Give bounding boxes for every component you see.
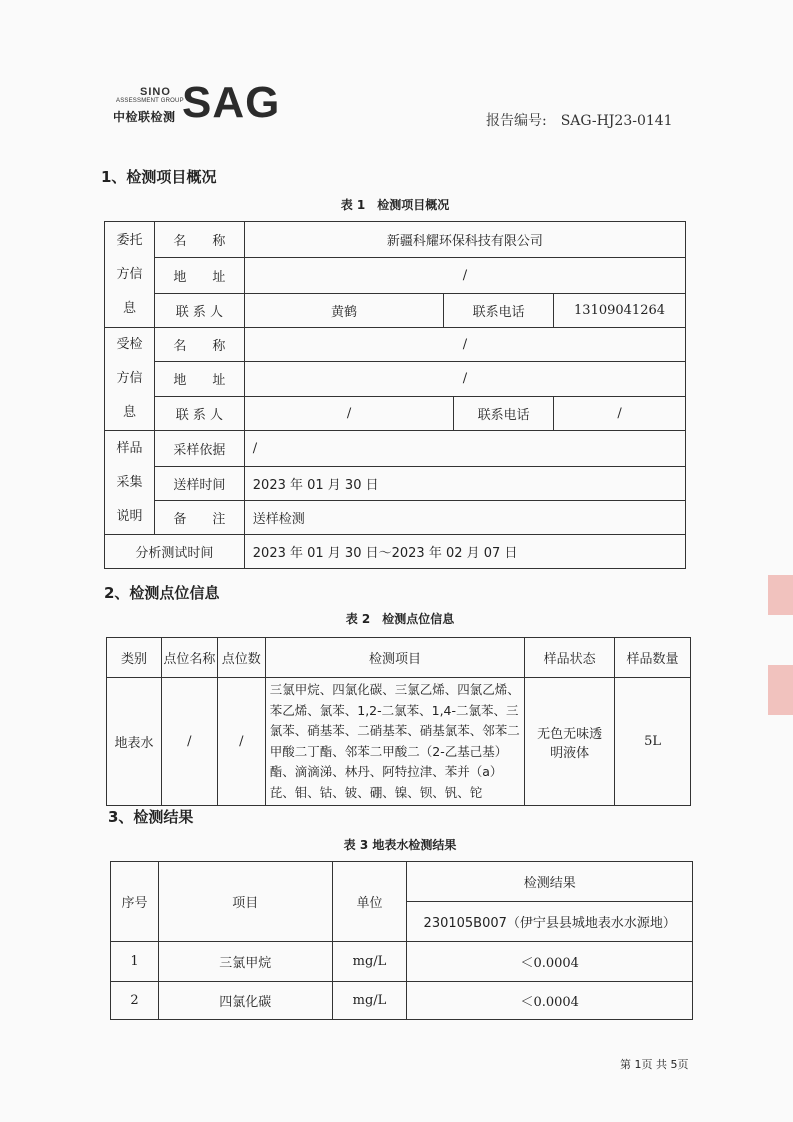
- client-name-value: 新疆科耀环保科技有限公司: [244, 222, 685, 258]
- page-number: 第 1页 共 5页: [620, 1058, 689, 1071]
- row-point-count: /: [217, 678, 265, 806]
- logo-sag-text: SAG: [182, 78, 281, 127]
- client-name-label: 名 称: [154, 222, 244, 258]
- row-test-items: 三氯甲烷、四氯化碳、三氯乙烯、四氯乙烯、苯乙烯、氯苯、1,2-二氯苯、1,4-二氯苯、三氯苯、硝基苯、二硝基苯、硝基氯苯、邻苯二甲酸二丁酯、邻苯二甲酸二（2-乙基己基）酯、滴滴涕、林丹、阿特拉津、苯并（a）芘、钼、钴、铍、硼、镍、钡、钒、铊: [265, 678, 525, 806]
- header-sample-id: 230105B007（伊宁县县城地表水水源地）: [407, 902, 693, 942]
- header-no: 序号: [111, 862, 159, 942]
- table2-caption: 表 2 检测点位信息: [345, 612, 455, 626]
- inspected-contact-label: 联 系 人: [154, 396, 244, 430]
- analysis-time-label: 分析测试时间: [105, 535, 245, 569]
- client-address-label: 地 址: [154, 258, 244, 294]
- report-number-label: 报告编号:: [486, 113, 547, 129]
- table1-caption: 表 1 检测项目概况: [340, 198, 450, 212]
- seal-stamp-fragment: [768, 575, 793, 615]
- header-point-name: 点位名称: [161, 638, 217, 678]
- inspected-address-value: /: [244, 362, 685, 396]
- inspected-name-value: /: [244, 328, 685, 362]
- delivery-time-value: 2023 年 01 月 30 日: [244, 467, 685, 501]
- seal-stamp-fragment: [768, 665, 793, 715]
- client-contact-label: 联 系 人: [154, 294, 244, 328]
- table-row: 1 三氯甲烷 mg/L ＜0.0004: [111, 942, 693, 982]
- client-phone-label: 联系电话: [444, 294, 554, 328]
- client-group-label: 委托 方信 息: [105, 222, 155, 328]
- header-item: 项目: [158, 862, 332, 942]
- header-test-items: 检测项目: [265, 638, 525, 678]
- header-sample-quantity: 样品数量: [615, 638, 691, 678]
- logo-sino-text: SINO: [140, 86, 171, 98]
- table1-overview: [104, 221, 686, 569]
- section3-title: 3、检测结果: [108, 808, 194, 826]
- section1-title: 1、检测项目概况: [101, 168, 217, 186]
- analysis-time-value: 2023 年 01 月 30 日～2023 年 02 月 07 日: [244, 535, 685, 569]
- client-contact-value: 黄鹤: [244, 294, 444, 328]
- inspected-group-label: 受检 方信 息: [105, 328, 155, 431]
- header-unit: 单位: [332, 862, 407, 942]
- sampling-basis-value: /: [244, 431, 685, 467]
- row-sample-quantity: 5L: [615, 678, 691, 806]
- note-label: 备 注: [154, 501, 244, 535]
- inspected-name-label: 名 称: [154, 328, 244, 362]
- sampling-group-label: 样品 采集 说明: [105, 431, 155, 535]
- note-value: 送样检测: [244, 501, 685, 535]
- header-result: 检测结果: [407, 862, 693, 902]
- report-number: [486, 110, 673, 130]
- inspected-phone-value: /: [554, 396, 686, 430]
- header-sample-state: 样品状态: [525, 638, 615, 678]
- table3-results: [110, 861, 693, 1020]
- logo-cn-text: 中检联检测: [113, 110, 176, 124]
- header-point-count: 点位数: [217, 638, 265, 678]
- inspected-contact-value: /: [244, 396, 454, 430]
- delivery-time-label: 送样时间: [154, 467, 244, 501]
- header-category: 类别: [107, 638, 162, 678]
- report-number-value: SAG-HJ23-0141: [560, 113, 673, 129]
- logo-group-text: ASSESSMENT GROUP: [116, 98, 184, 104]
- inspected-address-label: 地 址: [154, 362, 244, 396]
- row-sample-state: 无色无味透明液体: [525, 678, 615, 806]
- client-address-value: /: [244, 258, 685, 294]
- row-category: 地表水: [107, 678, 162, 806]
- table-row: 2 四氯化碳 mg/L ＜0.0004: [111, 982, 693, 1020]
- section2-title: 2、检测点位信息: [104, 584, 220, 602]
- inspected-phone-label: 联系电话: [454, 396, 554, 430]
- row-point-name: /: [161, 678, 217, 806]
- client-phone-value: 13109041264: [554, 294, 686, 328]
- sampling-basis-label: 采样依据: [154, 431, 244, 467]
- table2-points: [106, 637, 691, 806]
- table3-caption: 表 3 地表水检测结果: [343, 838, 457, 852]
